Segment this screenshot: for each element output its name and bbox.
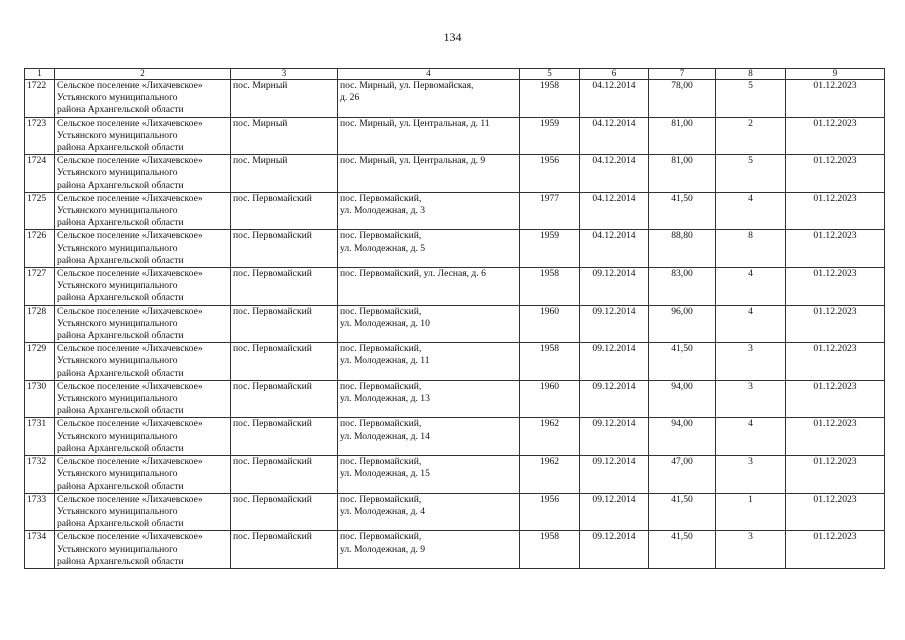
count-cell: 3 [716,531,786,569]
date-cell: 09.12.2014 [580,531,649,569]
settlement-cell: пос. Первомайский [231,343,338,381]
year-cell: 1958 [520,531,580,569]
date-cell: 01.12.2023 [786,456,885,494]
table-row [25,230,885,268]
column-header: 3 [231,69,338,80]
column-header: 9 [786,69,885,80]
date-cell: 04.12.2014 [580,230,649,268]
date-cell: 04.12.2014 [580,155,649,193]
address-line: д. 26 [340,92,360,104]
area-cell: 78,00 [649,80,716,118]
municipality-line: Устьянского муниципального [57,205,178,217]
row-number-cell: 1726 [25,230,55,268]
count-cell: 5 [716,80,786,118]
municipality-line: Сельское поселение «Лихачевское» [57,117,203,129]
municipality-line: Сельское поселение «Лихачевское» [57,155,203,167]
address-line: пос. Первомайский, [340,192,422,204]
row-number-cell: 1732 [25,456,55,494]
municipality-cell [55,343,231,381]
municipality-line: Устьянского муниципального [57,280,178,292]
column-header: 1 [25,69,55,80]
municipality-line: Сельское поселение «Лихачевское» [57,230,203,242]
address-line: ул. Молодежная, д. 11 [340,355,430,367]
table-row [25,155,885,193]
municipality-line: Устьянского муниципального [57,543,178,555]
address-line: ул. Молодежная, д. 10 [340,317,430,329]
row-number-cell: 1730 [25,380,55,418]
municipality-line: района Архангельской области [57,217,184,229]
count-cell: 4 [716,268,786,306]
date-cell: 01.12.2023 [786,155,885,193]
municipality-cell [55,418,231,456]
address-line: ул. Молодежная, д. 13 [340,393,430,405]
address-cell [338,230,520,268]
column-header: 4 [338,69,520,80]
date-cell: 01.12.2023 [786,343,885,381]
address-line: ул. Молодежная, д. 4 [340,505,426,517]
municipality-cell [55,117,231,155]
address-cell [338,155,520,193]
year-cell: 1956 [520,155,580,193]
municipality-line: Устьянского муниципального [57,129,178,141]
row-number-cell: 1722 [25,80,55,118]
address-cell [338,80,520,118]
municipality-line: Сельское поселение «Лихачевское» [57,343,203,355]
count-cell: 5 [716,155,786,193]
address-line: пос. Мирный, ул. Центральная, д. 9 [340,155,486,167]
date-cell: 09.12.2014 [580,418,649,456]
municipality-line: Устьянского муниципального [57,505,178,517]
municipality-line: района Архангельской области [57,142,184,154]
count-cell: 3 [716,343,786,381]
municipality-line: района Архангельской области [57,518,184,530]
settlement-cell: пос. Первомайский [231,418,338,456]
address-line: пос. Первомайский, [340,456,422,468]
count-cell: 3 [716,456,786,494]
municipality-cell [55,305,231,343]
year-cell: 1977 [520,192,580,230]
column-header: 7 [649,69,716,80]
municipality-line: Сельское поселение «Лихачевское» [57,80,203,91]
area-cell: 41,50 [649,343,716,381]
address-line: ул. Молодежная, д. 9 [340,543,426,555]
municipality-cell [55,80,231,118]
address-line: пос. Первомайский, ул. Лесная, д. 6 [340,268,486,280]
address-cell [338,493,520,531]
table-header [25,69,885,80]
municipality-line: Сельское поселение «Лихачевское» [57,531,203,543]
row-number-cell: 1731 [25,418,55,456]
settlement-cell: пос. Первомайский [231,268,338,306]
year-cell: 1959 [520,230,580,268]
date-cell: 04.12.2014 [580,80,649,118]
address-cell [338,117,520,155]
table-row [25,418,885,456]
date-cell: 01.12.2023 [786,80,885,118]
column-header: 5 [520,69,580,80]
table-row [25,192,885,230]
municipality-line: района Архангельской области [57,254,184,266]
address-cell [338,531,520,569]
date-cell: 09.12.2014 [580,305,649,343]
settlement-cell: пос. Первомайский [231,230,338,268]
municipality-cell [55,531,231,569]
count-cell: 2 [716,117,786,155]
address-line: пос. Первомайский, [340,230,422,242]
area-cell: 81,00 [649,155,716,193]
address-cell [338,268,520,306]
table-row [25,268,885,306]
row-number-cell: 1734 [25,531,55,569]
area-cell: 96,00 [649,305,716,343]
date-cell: 01.12.2023 [786,117,885,155]
area-cell: 47,00 [649,456,716,494]
address-line: пос. Первомайский, [340,418,422,430]
settlement-cell: пос. Первомайский [231,192,338,230]
column-header: 6 [580,69,649,80]
address-cell [338,418,520,456]
date-cell: 09.12.2014 [580,380,649,418]
municipality-line: района Архангельской области [57,442,184,454]
date-cell: 09.12.2014 [580,493,649,531]
address-line: пос. Мирный, ул. Центральная, д. 11 [340,117,490,129]
column-header: 8 [716,69,786,80]
year-cell: 1958 [520,268,580,306]
count-cell: 4 [716,418,786,456]
municipality-line: района Архангельской области [57,480,184,492]
municipality-cell [55,268,231,306]
table-row [25,380,885,418]
date-cell: 01.12.2023 [786,493,885,531]
settlement-cell: пос. Первомайский [231,380,338,418]
settlement-cell: пос. Мирный [231,117,338,155]
address-line: пос. Первомайский, [340,493,422,505]
municipality-line: района Архангельской области [57,292,184,304]
date-cell: 04.12.2014 [580,192,649,230]
municipality-line: Устьянского муниципального [57,242,178,254]
page-number: 134 [443,30,462,44]
row-number-cell: 1724 [25,155,55,193]
year-cell: 1958 [520,80,580,118]
settlement-cell: пос. Первомайский [231,493,338,531]
date-cell: 01.12.2023 [786,230,885,268]
address-cell [338,456,520,494]
date-cell: 04.12.2014 [580,117,649,155]
date-cell: 01.12.2023 [786,531,885,569]
municipality-cell [55,493,231,531]
address-line: ул. Молодежная, д. 15 [340,468,430,480]
municipality-line: района Архангельской области [57,367,184,379]
municipality-line: Сельское поселение «Лихачевское» [57,456,203,468]
address-cell [338,192,520,230]
table-body [25,80,885,569]
table-row [25,456,885,494]
count-cell: 3 [716,380,786,418]
municipality-line: Сельское поселение «Лихачевское» [57,268,203,280]
date-cell: 01.12.2023 [786,305,885,343]
date-cell: 01.12.2023 [786,380,885,418]
municipality-line: Устьянского муниципального [57,355,178,367]
row-number-cell: 1733 [25,493,55,531]
date-cell: 01.12.2023 [786,418,885,456]
column-number-row [25,69,885,80]
table-row [25,80,885,118]
area-cell: 41,50 [649,493,716,531]
municipality-line: Устьянского муниципального [57,317,178,329]
date-cell: 09.12.2014 [580,268,649,306]
area-cell: 88,80 [649,230,716,268]
date-cell: 09.12.2014 [580,456,649,494]
municipality-cell [55,380,231,418]
date-cell: 01.12.2023 [786,192,885,230]
row-number-cell: 1725 [25,192,55,230]
address-cell [338,305,520,343]
municipality-line: Сельское поселение «Лихачевское» [57,192,203,204]
row-number-cell: 1728 [25,305,55,343]
year-cell: 1962 [520,456,580,494]
table-row [25,305,885,343]
settlement-cell: пос. Мирный [231,80,338,118]
year-cell: 1956 [520,493,580,531]
area-cell: 41,50 [649,531,716,569]
date-cell: 09.12.2014 [580,343,649,381]
area-cell: 81,00 [649,117,716,155]
year-cell: 1959 [520,117,580,155]
address-line: пос. Первомайский, [340,305,422,317]
count-cell: 1 [716,493,786,531]
area-cell: 94,00 [649,380,716,418]
area-cell: 94,00 [649,418,716,456]
year-cell: 1962 [520,418,580,456]
municipality-cell [55,456,231,494]
registry-table [24,68,885,569]
address-line: ул. Молодежная, д. 5 [340,242,426,254]
municipality-line: района Архангельской области [57,555,184,567]
municipality-line: Сельское поселение «Лихачевское» [57,305,203,317]
area-cell: 83,00 [649,268,716,306]
date-cell: 01.12.2023 [786,268,885,306]
column-header: 2 [55,69,231,80]
year-cell: 1960 [520,380,580,418]
municipality-line: Устьянского муниципального [57,92,178,104]
address-line: ул. Молодежная, д. 3 [340,205,426,217]
table-row [25,531,885,569]
table-row [25,343,885,381]
year-cell: 1960 [520,305,580,343]
address-line: пос. Первомайский, [340,380,422,392]
address-cell [338,343,520,381]
row-number-cell: 1723 [25,117,55,155]
address-cell [338,380,520,418]
count-cell: 4 [716,192,786,230]
municipality-line: Устьянского муниципального [57,393,178,405]
municipality-line: Сельское поселение «Лихачевское» [57,418,203,430]
row-number-cell: 1729 [25,343,55,381]
table-row [25,493,885,531]
row-number-cell: 1727 [25,268,55,306]
municipality-line: района Архангельской области [57,405,184,417]
settlement-cell: пос. Первомайский [231,305,338,343]
municipality-line: Сельское поселение «Лихачевское» [57,493,203,505]
address-line: пос. Первомайский, [340,531,422,543]
municipality-line: района Архангельской области [57,330,184,342]
area-cell: 41,50 [649,192,716,230]
year-cell: 1958 [520,343,580,381]
municipality-cell [55,230,231,268]
address-line: пос. Первомайский, [340,343,422,355]
address-line: ул. Молодежная, д. 14 [340,430,430,442]
municipality-cell [55,155,231,193]
municipality-cell [55,192,231,230]
count-cell: 8 [716,230,786,268]
address-line: пос. Мирный, ул. Первомайская, [340,80,474,91]
municipality-line: Устьянского муниципального [57,167,178,179]
municipality-line: Сельское поселение «Лихачевское» [57,380,203,392]
municipality-line: Устьянского муниципального [57,430,178,442]
table-row [25,117,885,155]
settlement-cell: пос. Первомайский [231,456,338,494]
settlement-cell: пос. Мирный [231,155,338,193]
municipality-line: Устьянского муниципального [57,468,178,480]
settlement-cell: пос. Первомайский [231,531,338,569]
municipality-line: района Архангельской области [57,104,184,116]
municipality-line: района Архангельской области [57,179,184,191]
count-cell: 4 [716,305,786,343]
